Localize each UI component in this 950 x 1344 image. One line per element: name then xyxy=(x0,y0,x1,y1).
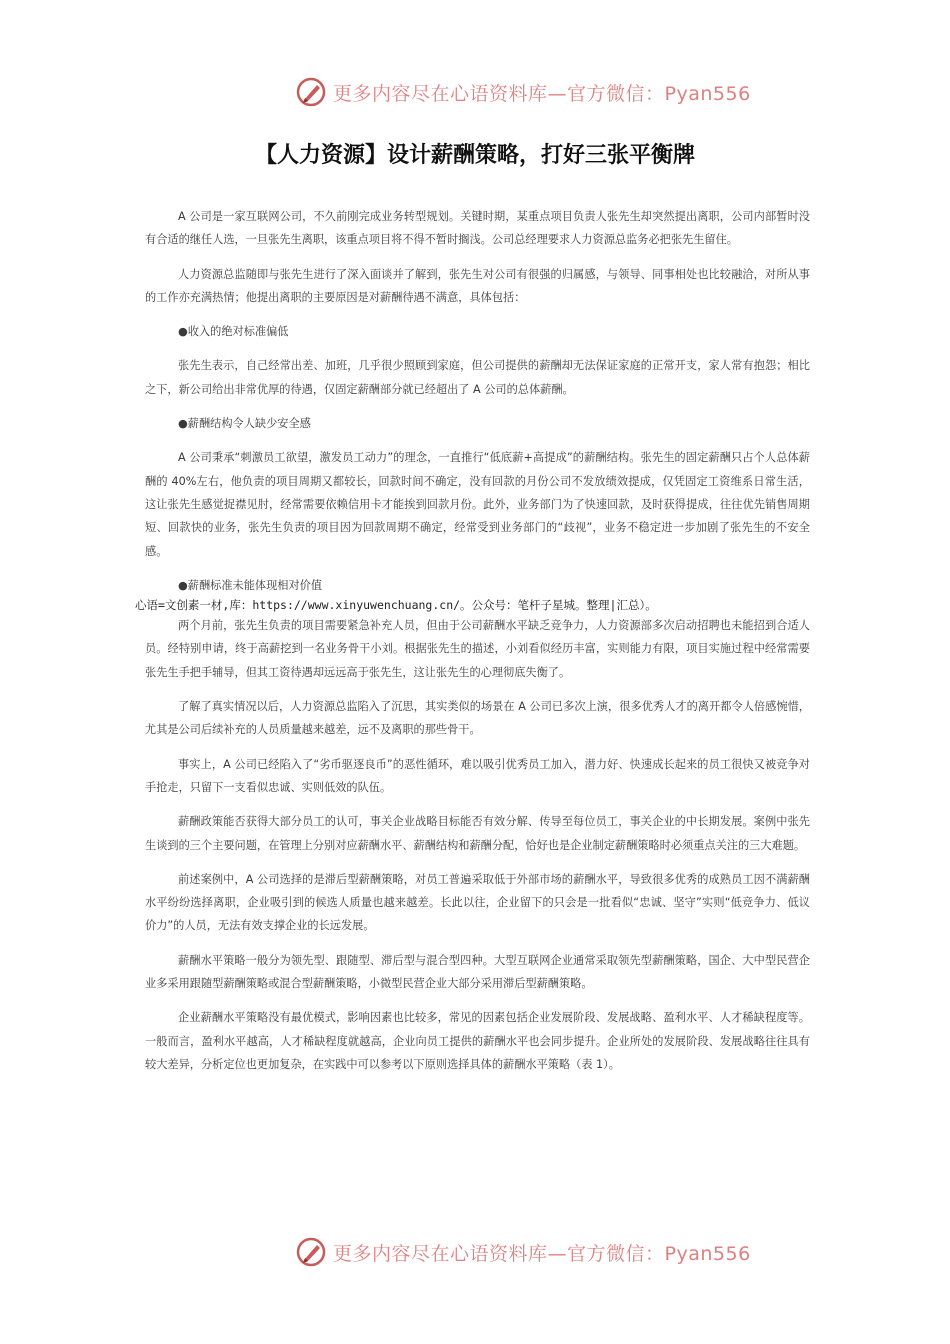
banner-text: 更多内容尽在心语资料库—官方微信：Pyan556 xyxy=(333,1242,751,1265)
paragraph: 两个月前，张先生负责的项目需要紧急补充人员，但由于公司薪酬水平缺乏竞争力，人力资源部多次启动招聘也未能招到合适人员。经特别申请，终于高薪挖到一名业务骨干小刘。根据张先生的描述，小刘看似经历丰富，实则能力有限，项目实施过程中经常需要张先生手把手辅导，但其工资待遇却远远高于张先生，这让张先生的心理彻底失衡了。 xyxy=(145,619,810,679)
watermark-text: 心语=文创素一材,库：https://www.xinyuwenchuang.cn/。公众号：笔杆子星城。整理|汇总）。 xyxy=(135,598,657,613)
page-title: 【人力资源】设计薪酬策略，打好三张平衡牌 xyxy=(254,143,695,168)
paragraph: 薪酬水平策略一般分为领先型、跟随型、滞后型与混合型四种。大型互联网企业通常采取领先型薪酬策略，国企、大中型民营企业多采用跟随型薪酬策略或混合型薪酬策略，小微型民营企业大部分采用滞后型薪酬策略。 xyxy=(145,953,810,991)
paragraph: 薪酬政策能否获得大部分员工的认可，事关企业战略目标能否有效分解、传导至每位员工，事关企业的中长期发展。案例中张先生谈到的三个主要问题，在管理上分别对应薪酬水平、薪酬结构和薪酬分配，恰好也是企业制定薪酬策略时必须重点关注的三大难题。 xyxy=(145,815,810,852)
bullet-heading: ●收入的绝对标准偏低 xyxy=(178,325,289,339)
paragraph: A 公司秉承“刺激员工欲望，激发员工动力”的理念，一直推行“低底薪+高提成”的薪酬结构。张先生的固定薪酬只占个人总体薪酬的 40%左右，他负责的项目周期又都较长，回款时间不确定，没有回款的月份公司不发放绩效提成，仅凭固定工资维系日常生活，这让张先生感觉捉襟见肘，经常需要依赖信用卡才能挨到回款月份。此外，业务部门为了快速回款，及时获得提成，往往优先销售周期短、回款快的业务，张先生负责的项目因为回款周期不确定，经常受到业务部门的“歧视”，业务不稳定进一步加剧了张先生的不安全感。 xyxy=(145,451,810,558)
paragraph: A 公司是一家互联网公司，不久前刚完成业务转型规划。关键时期，某重点项目负责人张先生却突然提出离职，公司内部暂时没有合适的继任人选，一旦张先生离职，该重点项目将不得不暂时搁浅。公司总经理要求人力资源总监务必把张先生留住。 xyxy=(145,210,810,247)
pen-circle-logo-icon xyxy=(295,76,327,108)
paragraph: 张先生表示，自己经常出差、加班，几乎很少照顾到家庭，但公司提供的薪酬却无法保证家庭的正常开支，家人常有抱怨；相比之下，新公司给出非常优厚的待遇，仅固定薪酬部分就已经超出了 A 公司的总体薪酬。 xyxy=(145,359,810,396)
header-banner xyxy=(295,74,751,110)
paragraph: 事实上，A 公司已经陷入了“劣币驱逐良币”的恶性循环，难以吸引优秀员工加入，潜力好、快速成长起来的员工很快又被竞争对手抢走，只留下一支看似忠诚、实则低效的队伍。 xyxy=(145,757,810,794)
bullet-heading: ●薪酬标准未能体现相对价值 xyxy=(178,578,323,592)
footer-banner xyxy=(295,1234,751,1270)
paragraph: 人力资源总监随即与张先生进行了深入面谈并了解到，张先生对公司有很强的归属感，与领导、同事相处也比较融洽，对所从事的工作亦充满热情；他提出离职的主要原因是对薪酬待遇不满意，具体包括： xyxy=(145,267,810,304)
pen-circle-logo-icon xyxy=(295,1236,327,1268)
paragraph: 了解了真实情况以后，人力资源总监陷入了沉思，其实类似的场景在 A 公司已多次上演，很多优秀人才的离开都令人倍感惋惜，尤其是公司后续补充的人员质量越来越差，远不及离职的那些骨干。 xyxy=(145,700,810,737)
bullet-heading: ●薪酬结构令人缺少安全感 xyxy=(178,417,311,431)
article-body xyxy=(135,205,810,1087)
paragraph: 前述案例中，A 公司选择的是滞后型薪酬策略，对员工普遍采取低于外部市场的薪酬水平，导致很多优秀的成熟员工因不满薪酬水平纷纷选择离职，企业吸引到的候选人质量也越来越差。长此以往，企业留下的只会是一批看似“忠诚、坚守”实则“低竞争力、低议价力”的人员，无法有效支撑企业的长远发展。 xyxy=(145,872,810,933)
paragraph: 企业薪酬水平策略没有最优模式，影响因素也比较多，常见的因素包括企业发展阶段、发展战略、盈利水平、人才稀缺程度等。一般而言，盈利水平越高，人才稀缺程度就越高，企业向员工提供的薪酬水平也会同步提升。企业所处的发展阶段、发展战略往往具有较大差异，分析定位也更加复杂，在实践中可以参考以下原则选择具体的薪酬水平策略（表 1）。 xyxy=(145,1011,810,1071)
banner-text: 更多内容尽在心语资料库—官方微信：Pyan556 xyxy=(333,82,751,105)
